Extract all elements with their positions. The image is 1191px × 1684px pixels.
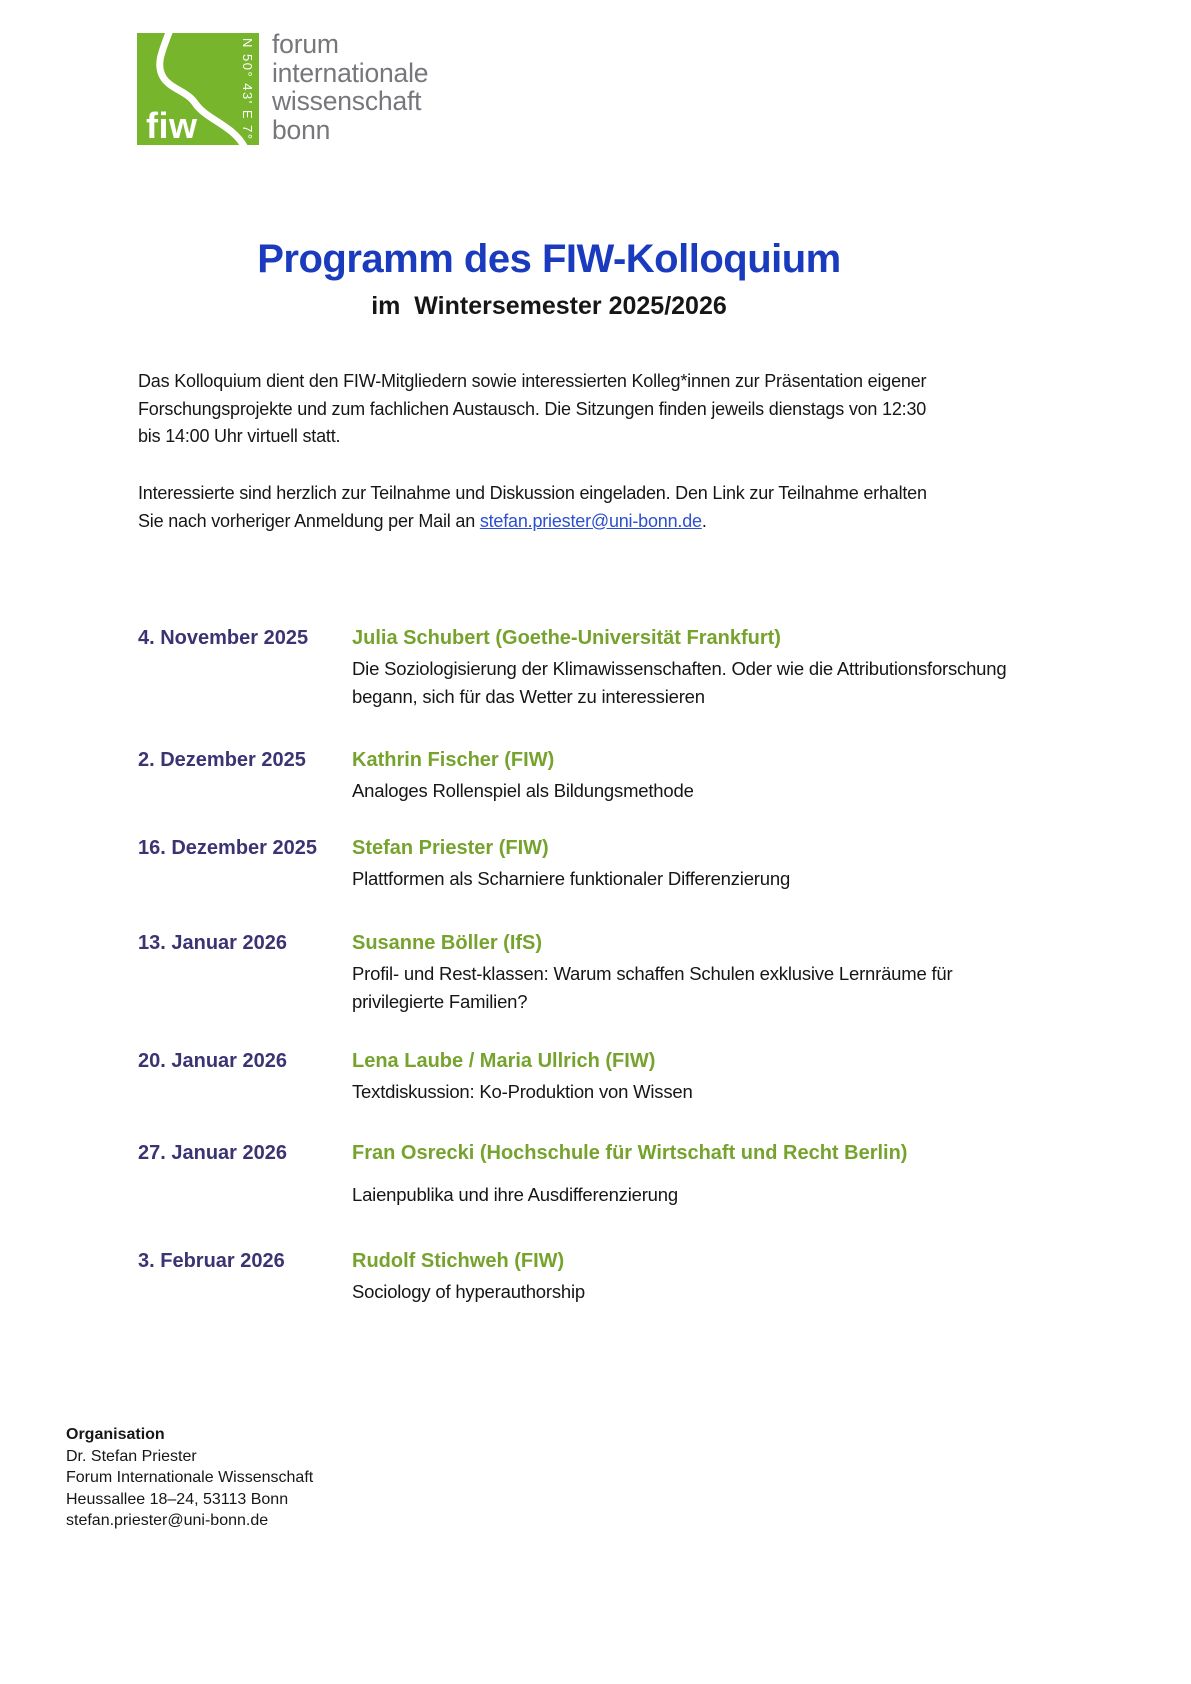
session-details [352,835,1148,893]
invitation-line-suffix: . [701,510,707,531]
fiw-logo-mark [137,33,259,159]
program-row [138,1248,1148,1306]
program-row [138,835,1148,893]
session-topic: Laienpublika und ihre Ausdifferenzierung [352,1184,678,1205]
session-topic: privilegierte Familien? [352,991,528,1012]
wordmark-line: forum [272,29,339,59]
intro-line: bis 14:00 Uhr virtuell statt. [138,426,341,446]
organisation-block [66,1424,313,1532]
organisation-line: Heussallee 18–24, 53113 Bonn [66,1490,289,1508]
session-topic: begann, sich für das Wetter zu interessieren [352,686,705,707]
session-speaker: Kathrin Fischer (FIW) [352,749,555,771]
intro-paragraph [138,368,998,451]
page-title: Programm des FIW-Kolloquium [257,237,841,281]
page-subtitle: im Wintersemester 2025/2026 [371,292,727,320]
session-topic: Textdiskussion: Ko-Produktion von Wissen [352,1081,693,1102]
program-row [138,1140,1148,1209]
session-date: 4. November 2025 [138,627,309,649]
wordmark-line: internationale [272,57,429,88]
invitation-paragraph [138,480,998,535]
email-link[interactable]: stefan.priester@uni-bonn.de [479,510,702,531]
program-row [138,625,1148,711]
session-date: 16. Dezember 2025 [138,837,318,859]
session-details [352,1048,1148,1106]
session-details [352,747,1148,805]
session-topic: Die Soziologisierung der Klimawissenschaften. Oder wie die Attributionsforschung [352,658,1007,679]
invitation-line: Interessierte sind herzlich zur Teilnahme und Diskussion eingeladen. Den Link zur Teilnahme erhalten [138,483,927,503]
session-speaker: Rudolf Stichweh (FIW) [352,1250,565,1272]
organisation-line: stefan.priester@uni-bonn.de [66,1512,269,1529]
intro-line: Forschungsprojekte und zum fachlichen Austausch. Die Sitzungen finden jeweils dienstags von 12:30 [138,398,927,419]
session-speaker: Stefan Priester (FIW) [352,837,549,859]
session-details [352,1140,1148,1209]
logo-wordmark [272,30,428,144]
session-details [352,625,1148,711]
session-topic: Analoges Rollenspiel als Bildungsmethode [352,780,694,801]
session-speaker: Fran Osrecki (Hochschule für Wirtschaft und Recht Berlin) [352,1142,908,1164]
wordmark-line: bonn [272,114,331,145]
logo-acronym: fiw [146,105,198,146]
session-date: 3. Februar 2026 [138,1250,285,1272]
organisation-line: Forum Internationale Wissenschaft [66,1469,314,1486]
wordmark-line: wissenschaft [272,86,422,116]
session-date: 27. Januar 2026 [138,1142,287,1164]
session-topic: Sociology of hyperauthorship [352,1281,585,1302]
organisation-line: Dr. Stefan Priester [66,1447,197,1465]
program-row [138,930,1148,1016]
session-speaker: Lena Laube / Maria Ullrich (FIW) [352,1050,656,1072]
session-speaker: Julia Schubert (Goethe-Universität Frankfurt) [352,627,781,649]
program-row [138,1048,1148,1106]
invitation-line-prefix: Sie nach vorheriger Anmeldung per Mail an [138,510,480,531]
session-speaker: Susanne Böller (IfS) [352,932,543,954]
invitation-line [138,508,998,536]
organisation-heading: Organisation [66,1426,165,1443]
logo-coordinates: N 50° 43' E 7° 7' [240,38,255,159]
session-details [352,930,1148,1016]
session-date: 2. Dezember 2025 [138,749,306,771]
session-topic: Plattformen als Scharniere funktionaler Differenzierung [352,868,791,889]
intro-line: Das Kolloquium dient den FIW-Mitgliedern sowie interessierten Kolleg*innen zur Präsentation eigener [138,371,927,391]
session-date: 20. Januar 2026 [138,1050,287,1072]
session-date: 13. Januar 2026 [138,932,287,954]
session-topic: Profil- und Rest-klassen: Warum schaffen Schulen exklusive Lernräume für [352,963,953,984]
session-details [352,1248,1148,1306]
program-row [138,747,1148,805]
